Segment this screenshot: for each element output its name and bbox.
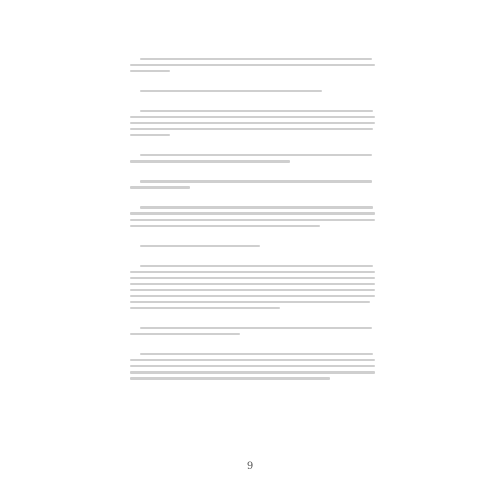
paragraph	[130, 166, 375, 176]
text-line	[140, 180, 372, 182]
paragraph	[130, 251, 375, 261]
text-line	[130, 64, 375, 66]
paragraph	[130, 231, 375, 241]
text-line	[130, 70, 170, 72]
text-line	[130, 377, 330, 379]
text-line	[130, 359, 375, 361]
paragraph	[130, 76, 375, 86]
text-line	[140, 353, 373, 355]
paragraph	[130, 383, 375, 393]
text-line	[130, 283, 375, 285]
text-line	[130, 365, 375, 367]
text-line	[140, 265, 373, 267]
text-line	[130, 122, 375, 124]
text-line	[130, 333, 240, 335]
body-text	[130, 44, 375, 393]
text-line	[130, 186, 190, 188]
text-line	[130, 160, 290, 162]
text-line	[130, 307, 280, 309]
text-line	[140, 245, 260, 247]
text-line	[130, 219, 375, 221]
text-line	[130, 116, 375, 118]
text-line	[140, 110, 373, 112]
text-line	[130, 134, 170, 136]
paragraph	[130, 313, 375, 323]
page-number: 9	[246, 461, 254, 472]
paragraph	[130, 96, 375, 106]
text-line	[140, 206, 373, 208]
text-line	[130, 128, 373, 130]
text-line	[140, 90, 322, 92]
text-line	[130, 225, 320, 227]
text-line	[130, 371, 375, 373]
paragraph	[130, 140, 375, 150]
paragraph	[130, 339, 375, 349]
text-line	[140, 58, 372, 60]
text-line	[130, 301, 370, 303]
text-line	[130, 277, 375, 279]
paragraph	[130, 192, 375, 202]
text-line	[140, 327, 372, 329]
text-line	[130, 295, 375, 297]
text-line	[130, 212, 375, 214]
text-line	[140, 154, 372, 156]
text-line	[130, 271, 375, 273]
paragraph	[130, 44, 375, 54]
text-line	[130, 289, 375, 291]
